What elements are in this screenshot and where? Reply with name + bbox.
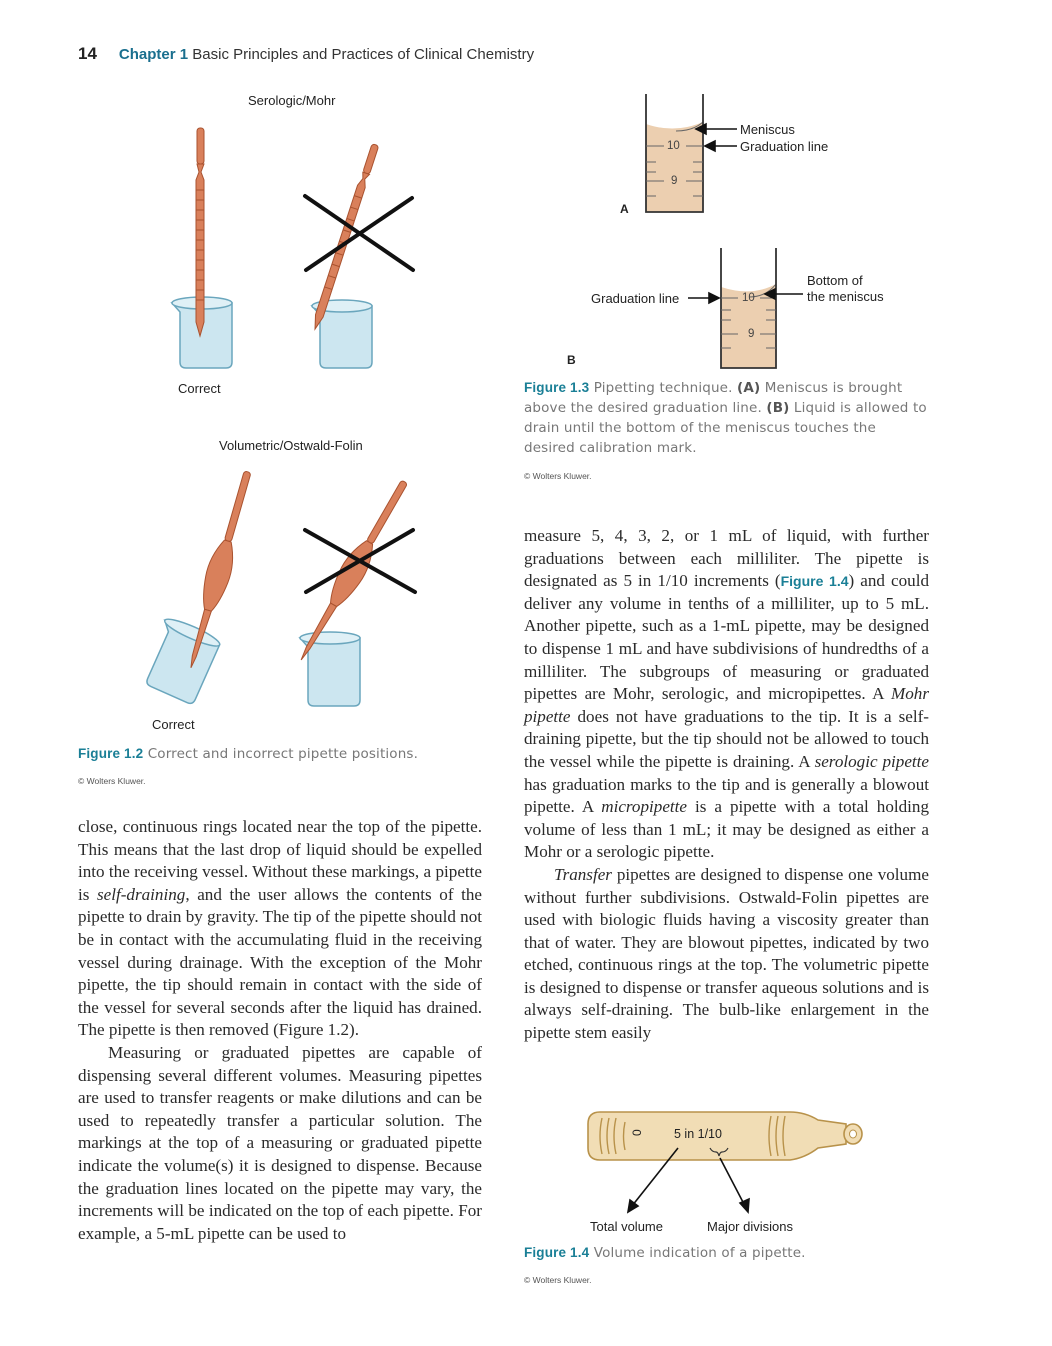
tick-label-a-9: 9 <box>671 175 678 187</box>
label-graduation-line-b: Graduation line <box>591 291 680 306</box>
paragraph: Measuring or graduated pipettes are capable of dispensing several different volumes. Measuring pipettes are used to transfer reagents or make dilutions and can be used to repeatedly transfer a particular solution. The markings at the top of a measuring or graduated pipette indicate the volume(s) it is designed to dispense. Because the graduation lines located on the pipette may vary, the increments will be indicated on the top of each pipette. For example, a 5-mL pipette can be used to <box>78 1042 482 1243</box>
body-text-right <box>524 525 929 1045</box>
figure-1-2-credit: © Wolters Kluwer. <box>78 776 146 786</box>
paragraph: Transfer pipettes are designed to dispense one volume without further subdivisions. Ostwald-Folin pipettes are used with biologic fluids having a viscosity greater than that of water. They are blowout pipettes, indicated by two etched, continuous rings at the top. The volumetric pipette is designed to dispense or transfer aqueous solutions and is always self-draining. The bulb-like enlargement in the pipette stem easily <box>524 864 929 1043</box>
label-meniscus: Meniscus <box>740 122 795 137</box>
tick-label-b-10: 10 <box>742 292 755 304</box>
panel-a-label: A <box>620 202 629 216</box>
label-correct-top: Correct <box>178 381 221 396</box>
paragraph: measure 5, 4, 3, 2, or 1 mL of liquid, with further graduations between each milliliter. The pipette is designated as 5 in 1/10 increments (Figure 1.4) and could deliver any volume in tenths of a milliliter, up to 5 mL. Another pipette, such as a 1-mL pipette, may be designed to dispense 1 mL and have subdivisions of hundredths of a milliliter. The subgroups of measuring or graduated pipettes are Mohr, serologic, and micropipettes. A Mohr pipette does not have graduations to the tip. It is a self-draining pipette, but the tip should not be allowed to touch the vessel while the pipette is draining. A serologic pipette has graduation marks to the tip and is generally a blowout pipette. A micropipette is a pipette with a total holding volume of less than 1 mL; it may be designed as either a Mohr or a serologic pipette. <box>524 526 930 862</box>
figure-reference-link[interactable]: Figure 1.4 <box>780 573 849 590</box>
figure-number: Figure 1.2 <box>78 746 144 761</box>
page-number: 14 <box>78 44 97 63</box>
label-volumetric-ostwald: Volumetric/Ostwald-Folin <box>219 438 363 453</box>
figure-1-4-credit: © Wolters Kluwer. <box>524 1275 592 1285</box>
label-bottom-of-meniscus-2: the meniscus <box>807 289 884 304</box>
cylinder-a-icon <box>646 94 703 212</box>
label-major-divisions: Major divisions <box>707 1219 793 1234</box>
tick-label-b-9: 9 <box>748 328 755 340</box>
figure-number: Figure 1.3 <box>524 380 590 395</box>
label-serologic-mohr: Serologic/Mohr <box>248 93 336 108</box>
figure-1-3-credit: © Wolters Kluwer. <box>524 471 592 481</box>
label-increment: 5 in 1/10 <box>674 1127 722 1141</box>
chapter-title: Basic Principles and Practices of Clinical Chemistry <box>192 46 535 63</box>
figure-1-3-caption: Figure 1.3 Pipetting technique. (A) Meniscus is brought above the desired graduation line. (B) Liquid is allowed to drain until the bottom of the meniscus touches the desired calibration mark. <box>524 380 927 456</box>
serologic-pipette-correct-icon <box>196 128 204 336</box>
figure-1-4-caption: Figure 1.4 Volume indication of a pipette. <box>524 1245 806 1261</box>
paragraph: close, continuous rings located near the top of the pipette. This means that the last drop of liquid should be expelled into the receiving vessel. Without these markings, a pipette is self-draining, and the user allows the contents of the pipette to drain by gravity. The tip of the pipette should not be in contact with the accumulating fluid in the receiving vessel during drainage. With the exception of the Mohr pipette, the tip should remain in contact with the side of the vessel for several seconds after the liquid has drained. The pipette is then removed (Figure 1.2). <box>78 817 482 1040</box>
panel-b-label: B <box>567 353 576 367</box>
arrow-major-divisions <box>720 1158 749 1212</box>
body-text-left <box>78 816 482 1245</box>
chapter-label: Chapter 1 <box>118 46 189 63</box>
label-correct-bottom: Correct <box>152 717 195 732</box>
label-graduation-line-a: Graduation line <box>740 139 829 154</box>
tick-label-a-10: 10 <box>667 140 680 152</box>
pipette-top-icon <box>588 1112 862 1160</box>
label-zero: 0 <box>630 1129 644 1136</box>
label-bottom-of-meniscus-1: Bottom of <box>807 273 863 288</box>
figure-1-2-caption: Figure 1.2 Correct and incorrect pipette positions. <box>78 746 419 762</box>
beaker-icon <box>138 615 222 705</box>
cylinder-b-icon <box>721 248 776 368</box>
label-total-volume: Total volume <box>590 1219 663 1234</box>
figure-number: Figure 1.4 <box>524 1245 590 1260</box>
